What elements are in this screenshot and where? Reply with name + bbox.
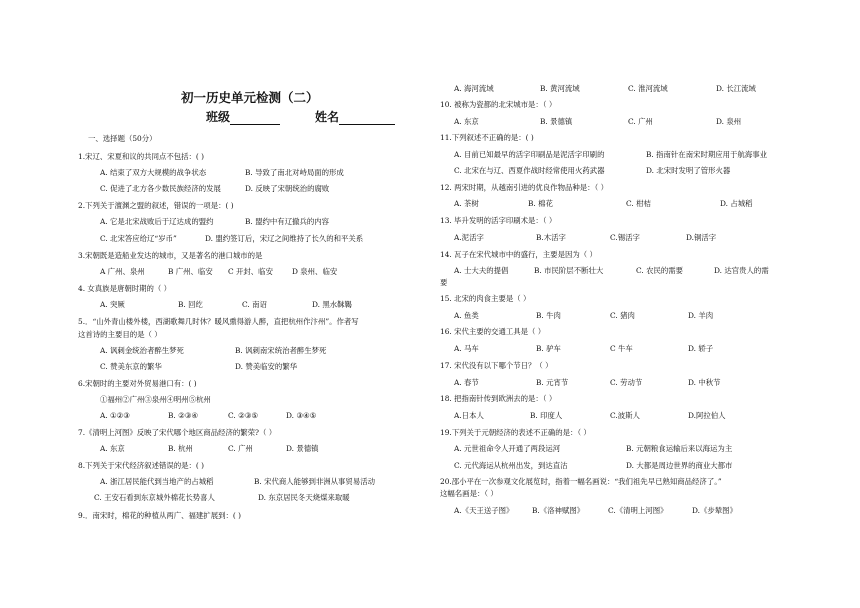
option: C. 促进了北方各少数民族经济的发展 xyxy=(100,184,221,193)
option: C.锡活字 xyxy=(610,233,640,242)
page-title: 初一历史单元检测（二） xyxy=(181,90,319,105)
option: B. 景德镇 xyxy=(540,117,573,126)
option: A. ①②③ xyxy=(100,411,130,420)
option: D. 反映了宋朝统治的腐败 xyxy=(245,184,330,193)
question-16: 16. 宋代主要的交通工具是（ ） xyxy=(440,327,546,336)
option: C. 赞美东京的繁华 xyxy=(100,362,162,371)
option: B. 棉花 xyxy=(528,199,553,208)
option: D. 大都是周边世界的商业大都市 xyxy=(626,461,733,470)
option: A. 春节 xyxy=(454,378,479,387)
option: A.日本人 xyxy=(454,411,484,420)
option-continued: 要 xyxy=(440,278,448,287)
question-5: 5.．“山外青山楼外楼，西湖歌舞几时休？暖风熏得游人醉，直把杭州作汴州”。作者写 xyxy=(78,317,359,326)
question-20: 20.邵小平在一次参观文化展览时，指着一幅名画说：“我们祖先早已熟知商品经济了。” xyxy=(440,477,722,486)
option: C. 广州 xyxy=(628,117,653,126)
question-8: 8.下列关于宋代经济叙述错误的是：( ) xyxy=(78,461,205,470)
option: C.波斯人 xyxy=(610,411,640,420)
option: A. 目前已知最早的活字印刷品是泥活字印刷的 xyxy=(454,150,605,159)
question-11: 11.下列叙述不正确的是：( ) xyxy=(440,133,534,142)
question-15: 15. 北宋的肉食主要是（ ） xyxy=(440,294,531,303)
option: C. 王安石看到东京城外棉花长势喜人 xyxy=(94,493,215,502)
option: C. 劳动节 xyxy=(610,378,643,387)
name-blank[interactable] xyxy=(339,113,395,125)
option: A. 结束了双方大规模的战争状态 xyxy=(100,168,207,177)
question-14: 14. 瓦子在宋代城市中的盛行，主要是因为（ ） xyxy=(440,250,597,259)
option: D. 景德镇 xyxy=(286,444,319,453)
option: D. 占城稻 xyxy=(720,199,753,208)
option: D. 轿子 xyxy=(688,344,714,353)
option: D.铜活字 xyxy=(686,233,717,242)
question-3: 3.宋朝既是造船业发达的城市，又是著名的港口城市的是 xyxy=(78,251,263,260)
option: C 牛车 xyxy=(610,344,633,353)
option: D. 北宋时发明了管形火器 xyxy=(646,166,731,175)
question-18: 18. 把指南针传到欧洲去的是：（ ） xyxy=(440,394,557,403)
option: A. 茶树 xyxy=(454,199,479,208)
option: B. ②③④ xyxy=(168,411,199,420)
option: D. 泉州 xyxy=(716,117,742,126)
option: B. 指南针在南宋时期应用于航海事业 xyxy=(646,150,767,159)
question-13: 13. 毕升发明的活字印刷术是：（ ） xyxy=(440,216,557,225)
option: D.阿拉伯人 xyxy=(688,411,726,420)
question-19: 19.下列关于元朝经济的表述不正确的是：（ ） xyxy=(440,428,591,437)
option: D. 赞美临安的繁华 xyxy=(235,362,298,371)
option: D. 长江流域 xyxy=(716,84,756,93)
option: D. 羊肉 xyxy=(688,311,714,320)
option: A.泥活字 xyxy=(454,233,484,242)
option: D. 东京居民冬天烧煤来取暖 xyxy=(258,493,350,502)
option: C. 柑桔 xyxy=(626,199,651,208)
option: A. 它是北宋战败后于辽达成的盟约 xyxy=(100,217,214,226)
option: B. 市民阶层不断壮大 xyxy=(534,266,604,275)
option: C. 北宋在与辽、西夏作战时经常使用火药武器 xyxy=(454,166,605,175)
option: A. 士大夫的提倡 xyxy=(454,266,509,275)
option: A.《天王送子图》 xyxy=(454,506,514,515)
option: C. 南诏 xyxy=(242,300,267,309)
option: A. 元世祖命令人开通了两段运河 xyxy=(454,444,561,453)
option: B. 盟约中有辽撤兵的内容 xyxy=(245,217,330,226)
option: A. 讽刺金统治者醉生梦死 xyxy=(100,346,184,355)
option: A. 东京 xyxy=(100,444,125,453)
question-4: 4. 女真族是唐朝时期的（ ） xyxy=(78,284,172,293)
question-5-cont: 这首诗的主要目的是（ ） xyxy=(78,330,162,339)
name-label: 姓名 xyxy=(315,110,340,124)
option: B. 宋代商人能够到非洲从事贸易活动 xyxy=(254,477,375,486)
option: B. 元朝粮食运输后来以海运为主 xyxy=(626,444,733,453)
option: B. 讽刺南宋统治者醉生梦死 xyxy=(235,346,327,355)
option: A 广州、泉州 xyxy=(100,267,145,276)
option: B. 印度人 xyxy=(530,411,563,420)
option: B 广州、临安 xyxy=(168,267,213,276)
option: A. 海河流域 xyxy=(454,84,494,93)
option: D. 盟约签订后，宋辽之间维持了长久的和平关系 xyxy=(205,234,364,243)
option: C. 广州 xyxy=(228,444,253,453)
option: B. 黄河流域 xyxy=(540,84,580,93)
option: B. 元宵节 xyxy=(536,378,569,387)
option: B.木活字 xyxy=(536,233,566,242)
question-10: 10. 被称为瓷都的北宋城市是：（ ） xyxy=(440,100,557,109)
option: C. 淮河流域 xyxy=(628,84,668,93)
option: B. 驴车 xyxy=(536,344,561,353)
question-2: 2.下列关于澶渊之盟的叙述，错误的一项是：( ) xyxy=(78,201,234,210)
class-field xyxy=(206,108,280,125)
question-7: 7.《清明上河图》反映了宋代哪个地区商品经济的繁荣?（ ） xyxy=(78,428,277,437)
option: C. ②③⑤ xyxy=(228,411,258,420)
option: D. ③④⑤ xyxy=(286,411,317,420)
question-20-cont: 这幅名画是：（ ） xyxy=(440,489,498,498)
option: C.《清明上河图》 xyxy=(608,506,668,515)
name-field xyxy=(315,108,395,125)
option: ①福州②广州③泉州④明州⑤杭州 xyxy=(100,395,211,404)
option: C. 农民的需要 xyxy=(636,266,684,275)
section-heading: 一、选择题（50分） xyxy=(88,134,157,143)
option: C 开封、临安 xyxy=(228,267,273,276)
option: B. 回纥 xyxy=(178,300,203,309)
option: D. 中秋节 xyxy=(688,378,721,387)
option: A. 东京 xyxy=(454,117,479,126)
option: A. 马车 xyxy=(454,344,479,353)
question-1: 1.宋辽、宋夏和议的共同点不包括：( ) xyxy=(78,152,205,161)
class-blank[interactable] xyxy=(230,113,280,125)
option: D. 黑水靺鞨 xyxy=(312,300,352,309)
option: A. 突厥 xyxy=(100,300,125,309)
option: A. 鱼类 xyxy=(454,311,479,320)
question-12: 12. 两宋时期，从越南引进的优良作物品种是：（ ） xyxy=(440,183,608,192)
question-6: 6.宋朝时的主要对外贸易港口有：( ) xyxy=(78,379,197,388)
option: C. 猪肉 xyxy=(610,311,635,320)
option: B. 牛肉 xyxy=(536,311,561,320)
option: B.《洛神赋图》 xyxy=(532,506,585,515)
option: D. 达官贵人的需 xyxy=(714,266,769,275)
option: B. 杭州 xyxy=(168,444,193,453)
option: C. 北宋答应给辽“岁币” xyxy=(100,234,177,243)
option: D.《步辇图》 xyxy=(692,506,737,515)
question-17: 17. 宋代没有以下哪个节日？（ ） xyxy=(440,361,553,370)
option: D 泉州、临安 xyxy=(292,267,338,276)
option: B. 导致了南北对峙局面的形成 xyxy=(245,168,344,177)
option: C. 元代海运从杭州出发，到达直沽 xyxy=(454,461,568,470)
class-label: 班级 xyxy=(206,110,231,124)
option: A. 浙江居民能代到当地产的占城稻 xyxy=(100,477,214,486)
question-9: 9.．南宋时，棉花的种植从两广、福建扩展到：( ) xyxy=(78,511,241,520)
